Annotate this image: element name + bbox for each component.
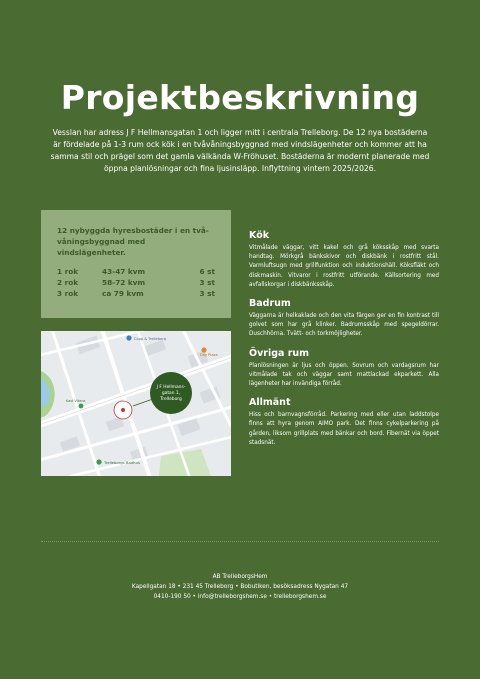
map-graphic [41,331,231,476]
section-text-kitchen: Vitmålade väggar, vitt kakel och grå köksskåp med svarta handtag. Mörkgrå bänkskivor och diskbänk i rostfritt stål. Varmluftsugn med grillfunktion och induktionshäll. Köksfläkt och diskmaskin. Vitvaror i rostfritt utförande. Källsortering med avfallskorgar i diskbänksskåp. [249,245,439,288]
size-cell: 43-47 kvm [102,267,146,276]
rooms-cell: 2 rok [57,278,79,287]
poi-pin-icon [201,347,206,352]
footer-contact: 0410-190 50 • info@trelleborgshem.se • trelleborgshem.se [153,594,327,600]
size-cell: ca 79 kvm [102,289,144,298]
section-text-bathroom: Väggarna är helkaklade och den vita färgen ger en fin kontrast till golvet som har grå klinker. Badrumsskåp med spegeldörrar. Duschhörna. Tvätt- och torkmöjligheter. [249,313,439,338]
footer-company: AB TrelleborgsHem [212,574,268,580]
section-heading-general: Allmänt [249,397,291,409]
features-column [249,230,439,456]
section-heading-kitchen: Kök [249,230,270,241]
marker-label-line: gatan 1, [161,391,181,396]
apartment-summary-box [41,210,231,318]
section-text-other-rooms: Planlösningen är ljus och öppen. Sovrum och vardagsrum har vitmålade tak och väggar samt mattlackad ekparkett. Alla lägenheter har invändiga förråd. [249,362,439,388]
count-cell: 3 st [199,278,215,287]
intro-paragraph: Vesslan har adress J F Hellmansgatan 1 och ligger mitt i centrala Trelleborg. De 12 nya bostäderna är fördelade på 1-3 rum ock kök i en tvåvåningsbyggnad med vindslägenheter och kommer att ha samma stil och prägel som det gamla välkända W-Fröhuset. Bostäderna är modernt planerade med öppna planlösningar och fina ljusinsläpp. Inflyttning vintern 2025/2026. [50,128,430,173]
size-cell: 58-72 kvm [102,278,146,287]
footer-address: Kapellgatan 18 • 231 45 Trelleborg • Bobutiken, besöksadress Nygatan 47 [131,584,349,590]
page-title: Projektbeskrivning [60,78,420,117]
marker-label-line: Trelleborg [160,397,182,402]
poi-label: Trelleborgs Badhus [104,460,140,465]
poi-pin-icon [96,459,101,464]
marker-label-line: J F Hellmans- [156,385,186,390]
poi-pin-icon [79,404,84,409]
footer [0,572,480,602]
rooms-cell: 1 rok [57,267,79,276]
poi-label: Coop & Trelleborg [134,337,166,341]
poi-pin-icon [126,335,131,340]
table-row [57,266,215,277]
count-cell: 6 st [199,267,215,276]
count-cell: 3 st [199,289,215,298]
location-map [41,331,231,476]
location-pin-icon [121,408,125,412]
table-row [57,277,215,288]
summary-heading: 12 nybyggda hyresbostäder i en två-våningsbyggnad med vindslägenheter. [57,226,209,257]
section-heading-other-rooms: Övriga rum [249,347,310,359]
poi-label: City Plaza [200,353,218,357]
apartment-table [57,266,215,299]
section-heading-bathroom: Badrum [249,298,291,310]
footer-divider [41,541,439,542]
poi-label: Kast Vikens [66,399,86,403]
rooms-cell: 3 rok [57,289,79,298]
table-row [57,288,215,299]
section-text-general: Hiss och barnvagnsförråd. Parkering med eller utan laddstolpe finns att hyra genom AIMO park. Det finns cykelparkering på gården, liksom grillplats med bänkar och bord. Fibernät via öppet stadsnät. [249,412,439,446]
